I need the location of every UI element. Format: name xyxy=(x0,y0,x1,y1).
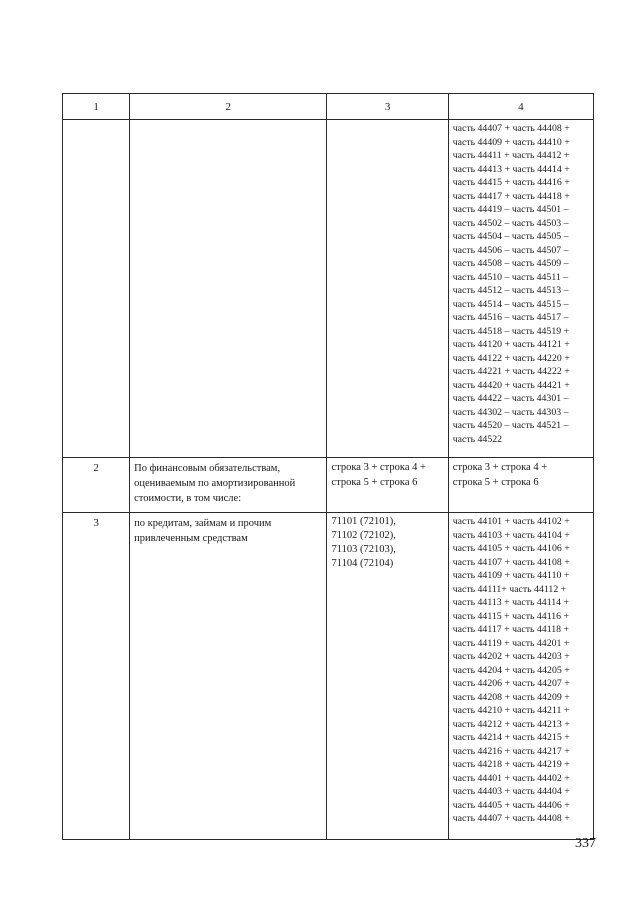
text-line: часть 44405 + часть 44406 + xyxy=(452,799,570,811)
text-line: часть 44415 + часть 44416 + xyxy=(452,177,570,188)
text-line: часть 44518 – часть 44519 + xyxy=(452,325,570,337)
header-col-4: 4 xyxy=(448,94,593,120)
text-line: часть 44107 + часть 44108 + xyxy=(452,556,570,568)
text-line: часть 44208 + часть 44209 + xyxy=(452,691,570,703)
text-line: часть 44506 – часть 44507 – xyxy=(452,244,569,256)
header-col-3: 3 xyxy=(327,94,448,120)
text-line: часть 44105 + часть 44106 + xyxy=(452,543,570,554)
text-line: часть 44111+ часть 44112 + xyxy=(452,583,567,595)
text-line: часть 44422 – часть 44301 – xyxy=(452,393,569,404)
text-line: 71102 (72102), xyxy=(331,530,396,541)
document-table xyxy=(62,93,594,840)
text-line: часть 44504 – часть 44505 – xyxy=(452,231,569,242)
table-row xyxy=(63,120,594,458)
text-line: часть 44420 + часть 44421 + xyxy=(452,379,570,391)
text-line: часть 44216 + часть 44217 + xyxy=(452,745,570,757)
text-line: часть 44113 + часть 44114 + xyxy=(452,597,570,608)
text-line: часть 44413 + часть 44414 + xyxy=(452,163,570,175)
text-line: часть 44417 + часть 44418 + xyxy=(452,190,570,202)
text-line: часть 44302 – часть 44303 – xyxy=(452,406,569,418)
table-row xyxy=(63,513,594,840)
text-line: часть 44508 – часть 44509 – xyxy=(452,258,569,269)
text-line: строка 3 + строка 4 + xyxy=(331,462,426,473)
text-line: часть 44115 + часть 44116 + xyxy=(452,610,570,622)
row-number xyxy=(63,120,130,458)
text-line: часть 44120 + часть 44121 + xyxy=(452,339,570,350)
text-line: часть 44510 – часть 44511 – xyxy=(452,271,569,283)
text-line: часть 44117 + часть 44118 + xyxy=(452,624,570,635)
page-number: 337 xyxy=(575,836,596,851)
text-line: часть 44520 – часть 44521 – xyxy=(452,420,569,431)
text-line: часть 44119 + часть 44201 + xyxy=(452,637,570,649)
text-line: часть 44407 + часть 44408 + xyxy=(452,813,570,824)
text-line: часть 44109 + часть 44110 + xyxy=(452,570,570,581)
row-number: 3 xyxy=(63,513,130,840)
text-line: часть 44403 + часть 44404 + xyxy=(452,786,570,797)
row-accounts xyxy=(327,458,448,513)
text-line: 71101 (72101), xyxy=(331,516,396,527)
text-line: часть 44419 – часть 44501 – xyxy=(452,204,569,215)
text-line: часть 44122 + часть 44220 + xyxy=(452,352,570,364)
text-line: часть 44204 + часть 44205 + xyxy=(452,664,570,676)
text-line: часть 44206 + часть 44207 + xyxy=(452,678,570,689)
text-line: часть 44210 + часть 44211 + xyxy=(452,705,570,716)
text-line: часть 44221 + часть 44222 + xyxy=(452,366,570,377)
row-number: 2 xyxy=(63,458,130,513)
row-name xyxy=(130,120,327,458)
text-line: часть 44202 + часть 44203 + xyxy=(452,651,570,662)
text-line: часть 44502 – часть 44503 – xyxy=(452,217,569,229)
text-line: часть 44101 + часть 44102 + xyxy=(452,516,570,527)
text-line: 71104 (72104) xyxy=(331,558,394,569)
text-line: 71103 (72103), xyxy=(331,544,396,555)
row-name: по кредитам, займам и прочим привлеченным средствам xyxy=(130,513,327,840)
row-accounts xyxy=(327,120,448,458)
text-line: часть 44218 + часть 44219 + xyxy=(452,759,570,770)
text-line: часть 44522 xyxy=(452,433,503,445)
text-line: часть 44103 + часть 44104 + xyxy=(452,529,570,541)
row-formula xyxy=(448,513,593,840)
text-line: часть 44512 – часть 44513 – xyxy=(452,285,569,296)
text-line: строка 3 + строка 4 + xyxy=(452,462,548,473)
row-formula xyxy=(448,458,593,513)
header-row xyxy=(63,94,594,120)
text-line: часть 44212 + часть 44213 + xyxy=(452,718,570,730)
text-line: строка 5 + строка 6 xyxy=(331,477,418,488)
text-line: часть 44514 – часть 44515 – xyxy=(452,298,569,310)
text-line: строка 5 + строка 6 xyxy=(452,477,539,488)
text-line: часть 44401 + часть 44402 + xyxy=(452,772,570,784)
row-accounts xyxy=(327,513,448,840)
text-line: часть 44516 – часть 44517 – xyxy=(452,312,569,323)
text-line: часть 44411 + часть 44412 + xyxy=(452,150,570,161)
table-row xyxy=(63,458,594,513)
row-formula xyxy=(448,120,593,458)
text-line: часть 44409 + часть 44410 + xyxy=(452,136,570,148)
text-line: часть 44407 + часть 44408 + xyxy=(452,123,570,134)
text-line: часть 44214 + часть 44215 + xyxy=(452,732,570,743)
row-name: По финансовым обязательствам, оцениваемым по амортизированной стоимости, в том числе: xyxy=(130,458,327,513)
header-col-2: 2 xyxy=(130,94,327,120)
header-col-1: 1 xyxy=(63,94,130,120)
